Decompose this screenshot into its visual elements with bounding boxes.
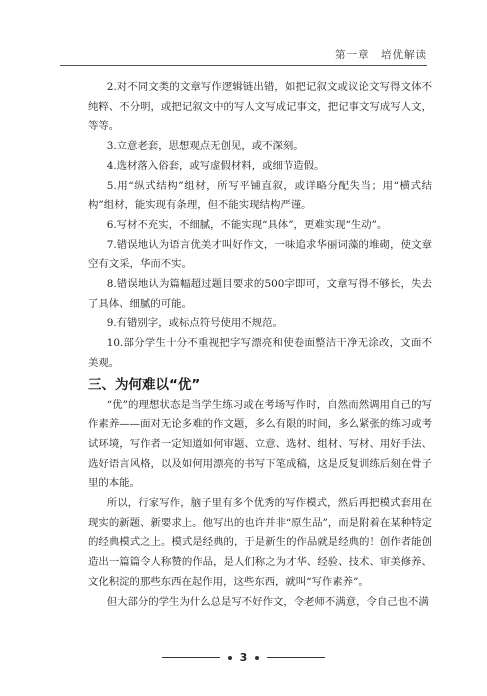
- footer-rule-left: [162, 657, 220, 658]
- list-item: 9.有错别字，或标点符号使用不规范。: [106, 317, 283, 330]
- list-item: 2.对不同文类的文章写作逻辑链出错，如把记叙文或议论文写得文体不纯粹、不分明，或把记叙文中的写人文写成记事文，把记事文写成写人文，等等。: [88, 81, 432, 133]
- section-heading: 三、为何难以“优”: [88, 376, 201, 393]
- body-paragraph: 所以，行家写作，脑子里有多个优秀的写作模式，然后再把模式套用在现实的新题、新要求上。他写出的也许并非“原生品”，而是附着在某种特定的经典模式之上。模式是经典的，于是新生的作品就是经典的！创作者能创造出一篇篇令人称赞的作品，是人们称之为才华、经验、技术、审美修养、文化积淀的那些东西在起作用，这些东西，就叫“写作素养”。: [88, 497, 432, 588]
- chapter-title: 第一章 培优解读: [335, 49, 427, 61]
- page-number: 3: [239, 651, 248, 664]
- page-footer: [0, 651, 487, 664]
- list-item: 8.错误地认为篇幅超过题目要求的500字即可，文章写得不够长，失去了具体、细腻的可能。: [88, 278, 432, 310]
- footer-dot-left: [228, 656, 232, 660]
- list-item: 5.用“纵式结构”组材，所写平铺直叙，或详略分配失当；用“横式结构”组材，能实现有条理，但不能实现结构严谨。: [88, 179, 432, 212]
- footer-dot-right: [255, 656, 259, 660]
- list-item: 6.写材不充实，不细腻，不能实现“具体”，更难实现“生动”。: [106, 218, 388, 231]
- list-item: 7.错误地认为语言优美才叫好作文，一味追求华丽词藻的堆砌，使文章空有文采，华而不实。: [88, 238, 432, 271]
- list-item: 4.选材落入俗套，或写虚假材料，或细节造假。: [106, 159, 325, 172]
- page-body: [88, 78, 432, 612]
- running-header: [60, 42, 427, 66]
- body-paragraph: 但大部分的学生为什么总是写不好作文，令老师不满意，令自己也不满: [106, 595, 429, 608]
- body-paragraph: “优”的理想状态是当学生练习或在考场写作时，自然而然调用自己的写作素养——面对无论多难的作文题，多么有限的时间，多么紧张的练习或考试环境，写作者一定知道如何审题、立意、选材、组材、写材、用好手法、选好语言风格，以及如何用漂亮的书写下笔成稿，这是反复训练后刻在骨子里的本能。: [88, 398, 432, 490]
- footer-rule-right: [267, 657, 325, 658]
- list-item: 3.立意老套，思想观点无创见，或不深刻。: [106, 140, 304, 153]
- list-item: 10.部分学生十分不重视把字写漂亮和使卷面整洁干净无涂改，文面不美观。: [88, 337, 432, 369]
